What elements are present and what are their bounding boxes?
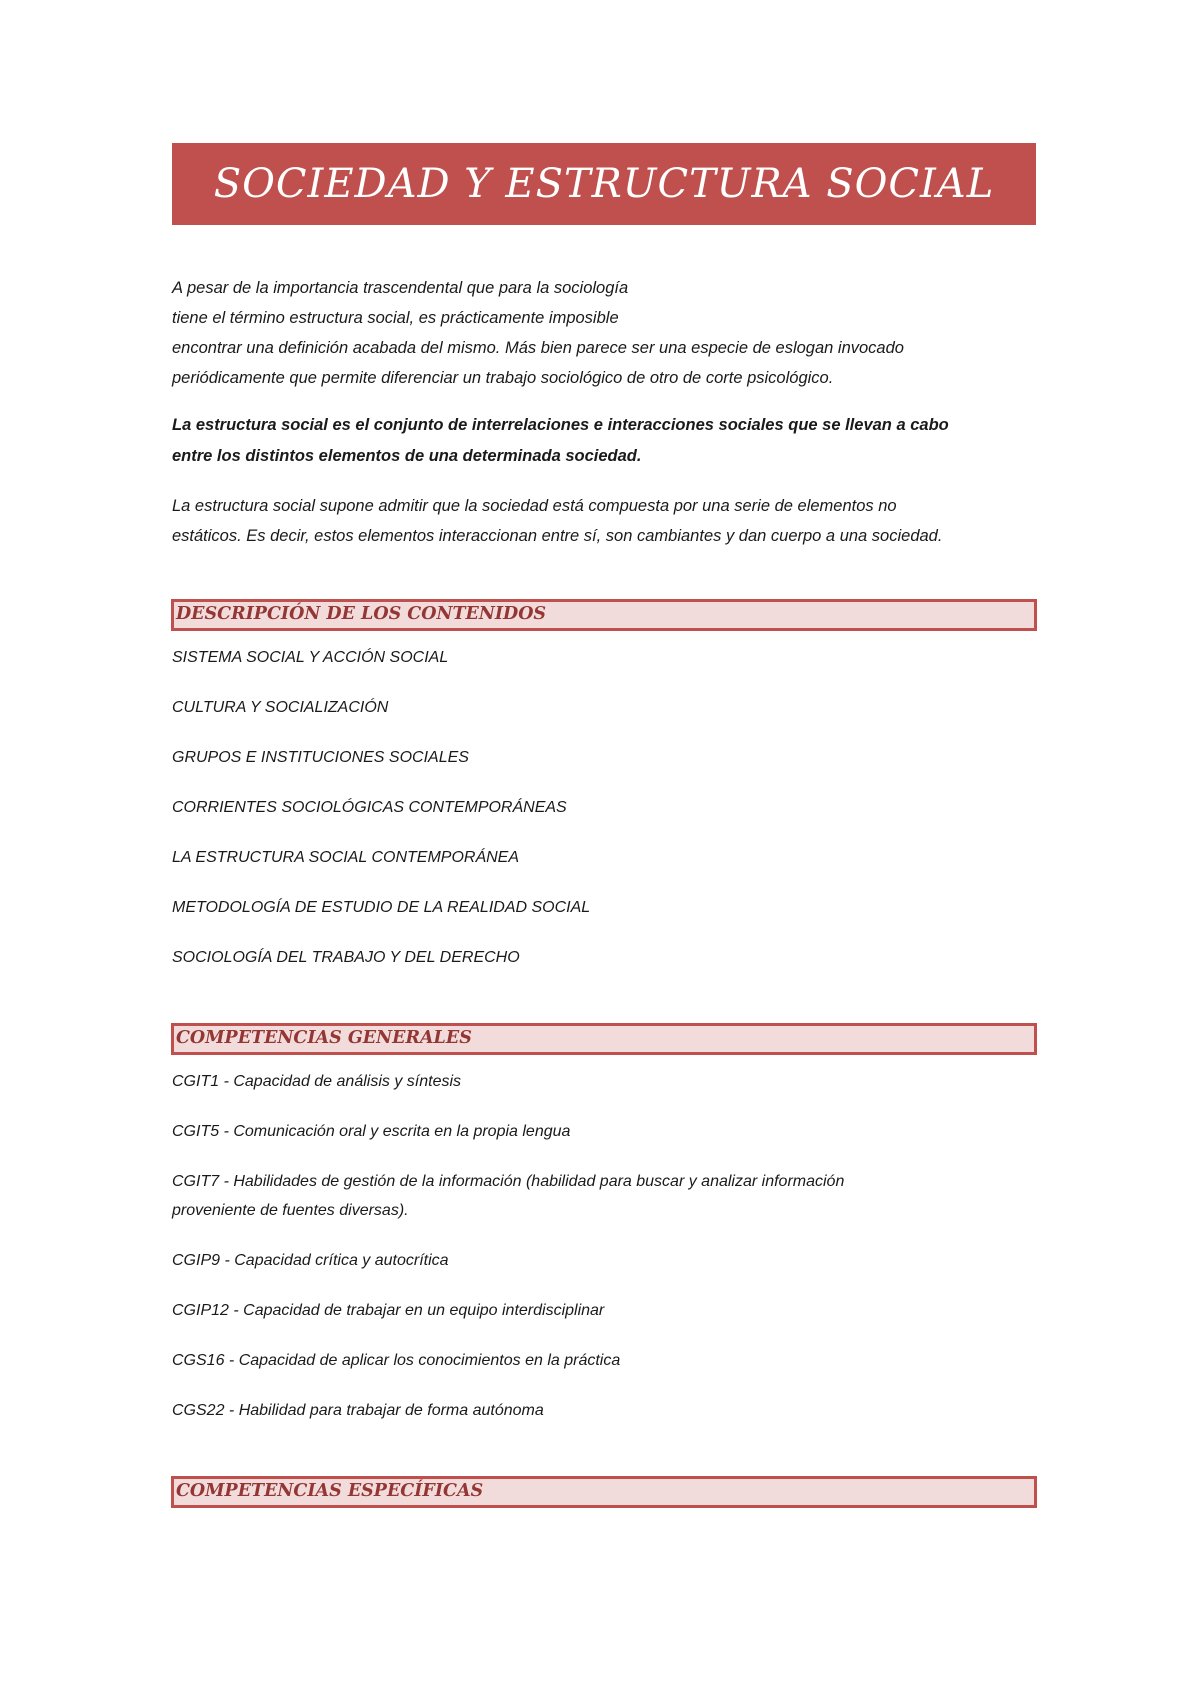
- document-title: SOCIEDAD Y ESTRUCTURA SOCIAL: [213, 161, 995, 207]
- section-heading: COMPETENCIAS GENERALES: [176, 1028, 472, 1048]
- list-item: CGIP9 - Capacidad crítica y autocrítica: [172, 1252, 449, 1269]
- title-banner: [172, 143, 1036, 225]
- definition-line: entre los distintos elementos de una determinada sociedad.: [172, 447, 642, 465]
- list-item: CGS16 - Capacidad de aplicar los conocimientos en la práctica: [172, 1352, 621, 1369]
- list-item: proveniente de fuentes diversas).: [172, 1202, 409, 1219]
- list-item: CGIP12 - Capacidad de trabajar en un equipo interdisciplinar: [172, 1302, 605, 1319]
- list-item: METODOLOGÍA DE ESTUDIO DE LA REALIDAD SOCIAL: [172, 899, 591, 916]
- intro-line: A pesar de la importancia trascendental que para la sociología: [172, 279, 629, 297]
- intro-paragraph: [172, 273, 1036, 393]
- list-item: LA ESTRUCTURA SOCIAL CONTEMPORÁNEA: [172, 849, 520, 866]
- explanation-paragraph: [172, 491, 1036, 551]
- intro-line: encontrar una definición acabada del mismo. Más bien parece ser una especie de eslogan invocado: [172, 339, 904, 357]
- section-heading: COMPETENCIAS ESPECÍFICAS: [176, 1481, 484, 1501]
- section-header-general: [171, 1023, 1037, 1055]
- list-item: CGS22 - Habilidad para trabajar de forma autónoma: [172, 1402, 544, 1419]
- list-item: CULTURA Y SOCIALIZACIÓN: [172, 699, 389, 716]
- list-item: SISTEMA SOCIAL Y ACCIÓN SOCIAL: [172, 649, 449, 666]
- definition-line: La estructura social es el conjunto de interrelaciones e interacciones sociales que se llevan a cabo: [172, 416, 949, 434]
- section-header-contents: [171, 599, 1037, 631]
- list-item: SOCIOLOGÍA DEL TRABAJO Y DEL DERECHO: [172, 949, 520, 966]
- list-item: CORRIENTES SOCIOLÓGICAS CONTEMPORÁNEAS: [172, 799, 567, 816]
- section-header-specific: [171, 1476, 1037, 1508]
- section-heading: DESCRIPCIÓN DE LOS CONTENIDOS: [176, 604, 547, 624]
- explanation-line: La estructura social supone admitir que la sociedad está compuesta por una serie de elementos no: [172, 497, 897, 515]
- intro-line: tiene el término estructura social, es prácticamente imposible: [172, 309, 619, 327]
- explanation-line: estáticos. Es decir, estos elementos interaccionan entre sí, son cambiantes y dan cuerpo a una sociedad.: [172, 527, 943, 545]
- list-item: GRUPOS E INSTITUCIONES SOCIALES: [172, 749, 469, 766]
- list-item: CGIT7 - Habilidades de gestión de la información (habilidad para buscar y analizar información: [172, 1173, 845, 1190]
- definition-paragraph: [172, 410, 1036, 472]
- list-item: CGIT1 - Capacidad de análisis y síntesis: [172, 1073, 462, 1090]
- intro-line: periódicamente que permite diferenciar un trabajo sociológico de otro de corte psicológico.: [172, 369, 834, 387]
- list-item: CGIT5 - Comunicación oral y escrita en la propia lengua: [172, 1123, 571, 1140]
